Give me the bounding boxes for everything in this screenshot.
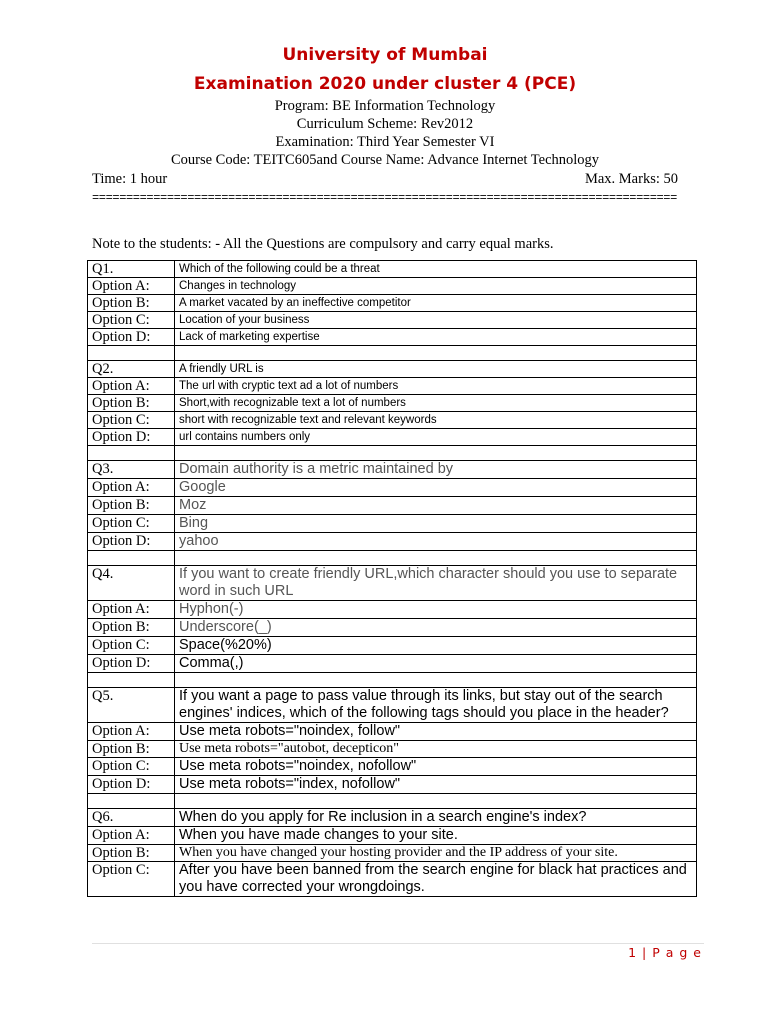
option-row (88, 312, 697, 329)
option-text: Lack of marketing expertise (175, 329, 697, 346)
option-row (88, 758, 697, 776)
option-label: Option A: (88, 378, 175, 395)
option-row (88, 412, 697, 429)
footer-divider (92, 943, 704, 944)
option-label: Option C: (88, 312, 175, 329)
option-text: Hyphon(-) (175, 601, 697, 619)
option-label: Option C: (88, 515, 175, 533)
option-text: Use meta robots="noindex, nofollow" (175, 758, 697, 776)
option-label: Option D: (88, 329, 175, 346)
option-text: short with recognizable text and relevant keywords (175, 412, 697, 429)
option-label: Option A: (88, 723, 175, 741)
spacer-row (88, 794, 697, 809)
course-line: Course Code: TEITC605and Course Name: Advance Internet Technology (170, 152, 600, 168)
option-row (88, 776, 697, 794)
question-label: Q4. (88, 566, 175, 601)
option-row (88, 601, 697, 619)
option-row (88, 278, 697, 295)
option-label: Option B: (88, 395, 175, 412)
question-row (88, 361, 697, 378)
option-text: Google (175, 479, 697, 497)
option-row (88, 429, 697, 446)
option-label: Option D: (88, 533, 175, 551)
option-text: Space(%20%) (175, 637, 697, 655)
option-row (88, 395, 697, 412)
spacer-row (88, 446, 697, 461)
option-text: Short,with recognizable text a lot of numbers (175, 395, 697, 412)
option-row (88, 827, 697, 845)
spacer-row (88, 346, 697, 361)
option-row (88, 637, 697, 655)
option-text: When you have changed your hosting provider and the IP address of your site. (175, 845, 697, 862)
option-row (88, 479, 697, 497)
option-label: Option A: (88, 601, 175, 619)
question-label: Q3. (88, 461, 175, 479)
option-row (88, 723, 697, 741)
question-text: When do you apply for Re inclusion in a search engine's index? (175, 809, 697, 827)
option-label: Option B: (88, 619, 175, 637)
scheme-line: Curriculum Scheme: Rev2012 (296, 116, 474, 132)
option-text: yahoo (175, 533, 697, 551)
option-text: The url with cryptic text ad a lot of numbers (175, 378, 697, 395)
university-title: University of Mumbai (282, 45, 488, 65)
option-row (88, 515, 697, 533)
question-text: Domain authority is a metric maintained by (175, 461, 697, 479)
option-row (88, 497, 697, 515)
option-label: Option D: (88, 776, 175, 794)
option-text: Use meta robots="autobot, decepticon" (175, 741, 697, 758)
program-line: Program: BE Information Technology (274, 98, 496, 114)
option-text: Bing (175, 515, 697, 533)
page-number: 1 (628, 945, 638, 960)
option-label: Option A: (88, 479, 175, 497)
page-separator: | (642, 945, 648, 960)
question-text: If you want to create friendly URL,which character should you use to separate word in such URL (175, 566, 697, 601)
option-label: Option B: (88, 741, 175, 758)
time-line: Time: 1 hour (92, 171, 168, 187)
page-footer (628, 945, 702, 960)
page-word: P a g e (652, 945, 702, 960)
option-label: Option A: (88, 278, 175, 295)
question-row (88, 261, 697, 278)
option-row (88, 655, 697, 673)
option-label: Option C: (88, 758, 175, 776)
option-row (88, 741, 697, 758)
questions-table (87, 260, 697, 897)
question-label: Q5. (88, 688, 175, 723)
option-row (88, 845, 697, 862)
question-row (88, 688, 697, 723)
option-text: After you have been banned from the search engine for black hat practices and you have corrected your wrongdoings. (175, 862, 697, 897)
option-label: Option C: (88, 862, 175, 897)
question-text: A friendly URL is (175, 361, 697, 378)
note-to-students: Note to the students: - All the Questions are compulsory and carry equal marks. (92, 236, 554, 252)
option-text: Changes in technology (175, 278, 697, 295)
option-label: Option B: (88, 295, 175, 312)
option-label: Option B: (88, 845, 175, 862)
question-label: Q1. (88, 261, 175, 278)
option-label: Option B: (88, 497, 175, 515)
option-text: When you have made changes to your site. (175, 827, 697, 845)
examination-line: Examination: Third Year Semester VI (275, 134, 495, 150)
option-label: Option C: (88, 412, 175, 429)
option-text: Underscore(_) (175, 619, 697, 637)
option-text: Use meta robots="index, nofollow" (175, 776, 697, 794)
spacer-row (88, 673, 697, 688)
option-row (88, 619, 697, 637)
option-text: Use meta robots="noindex, follow" (175, 723, 697, 741)
question-text: If you want a page to pass value through its links, but stay out of the search engines' indices, which of the following tags should you place in the header? (175, 688, 697, 723)
question-label: Q2. (88, 361, 175, 378)
question-row (88, 461, 697, 479)
option-row (88, 329, 697, 346)
option-label: Option D: (88, 655, 175, 673)
option-label: Option C: (88, 637, 175, 655)
question-label: Q6. (88, 809, 175, 827)
option-label: Option D: (88, 429, 175, 446)
option-label: Option A: (88, 827, 175, 845)
option-text: url contains numbers only (175, 429, 697, 446)
separator-rule: ====================================================================================== (92, 191, 677, 205)
question-text: Which of the following could be a threat (175, 261, 697, 278)
option-text: Moz (175, 497, 697, 515)
question-row (88, 809, 697, 827)
question-row (88, 566, 697, 601)
option-text: A market vacated by an ineffective competitor (175, 295, 697, 312)
spacer-row (88, 551, 697, 566)
option-row (88, 862, 697, 897)
exam-title: Examination 2020 under cluster 4 (PCE) (193, 74, 577, 94)
option-text: Location of your business (175, 312, 697, 329)
option-row (88, 533, 697, 551)
option-row (88, 378, 697, 395)
marks-line: Max. Marks: 50 (584, 171, 678, 187)
option-text: Comma(,) (175, 655, 697, 673)
option-row (88, 295, 697, 312)
